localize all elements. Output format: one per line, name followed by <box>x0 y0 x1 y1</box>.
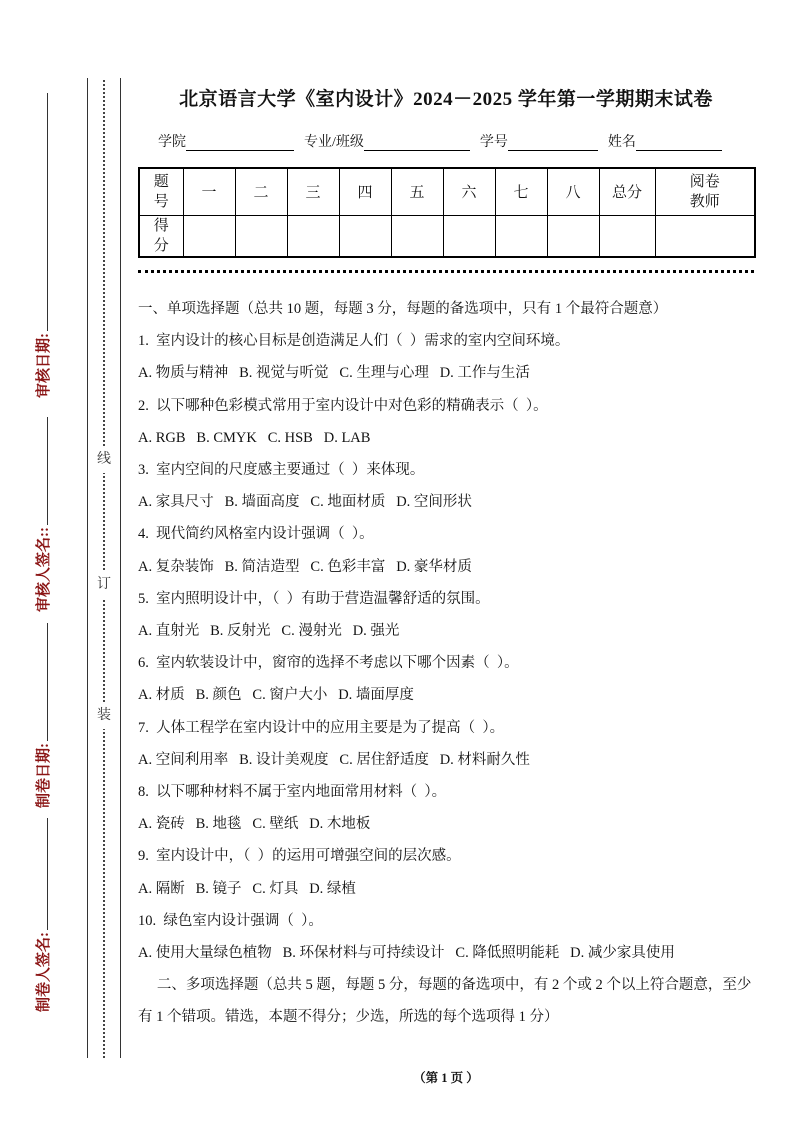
score-table-header-row <box>139 168 755 215</box>
score-cell <box>391 215 443 257</box>
college-fill-line <box>186 136 294 151</box>
question-9-options: A. 隔断 B. 镜子 C. 灯具 D. 绿植 <box>138 880 356 897</box>
question-10-options: A. 使用大量绿色植物 B. 环保材料与可持续设计 C. 降低照明能耗 D. 减少家具使用 <box>138 945 675 962</box>
score-table-score-row <box>139 215 755 257</box>
score-cell <box>287 215 339 257</box>
score-cell <box>547 215 599 257</box>
question-7-options: A. 空间利用率 B. 设计美观度 C. 居住舒适度 D. 材料耐久性 <box>138 751 530 768</box>
grader-header: 阅卷教师 <box>689 173 720 210</box>
reviewer-signature-field <box>34 417 54 612</box>
grader-header-cell <box>655 168 755 215</box>
score-cell <box>339 215 391 257</box>
page-title: 北京语言大学《室内设计》2024－2025 学年第一学期期末试卷 <box>179 89 713 110</box>
dotted-separator <box>138 270 754 273</box>
question-9-stem: 9. 室内设计中，（ ）的运用可增强空间的层次感。 <box>138 848 461 865</box>
question-number-header: 题号 <box>153 173 169 210</box>
question-6-stem: 6. 室内软装设计中，窗帘的选择不考虑以下哪个因素（ ）。 <box>138 655 519 672</box>
question-1-stem: 1. 室内设计的核心目标是创造满足人们（ ）需求的室内空间环境。 <box>138 333 570 350</box>
exam-content <box>138 78 754 1034</box>
student-info-row <box>138 131 754 151</box>
question-2-options: A. RGB B. CMYK C. HSB D. LAB <box>138 429 371 446</box>
score-cell <box>599 215 655 257</box>
col-total: 总分 <box>599 168 655 215</box>
section-1-heading: 一、单项选择题（总共 10 题，每题 3 分，每题的备选项中，只有 1 个最符合题意） <box>138 301 668 317</box>
score-header: 得分 <box>153 217 169 254</box>
review-date-label: 审核日期: <box>36 333 52 398</box>
col-3: 三 <box>287 168 339 215</box>
score-cell <box>495 215 547 257</box>
question-7-stem: 7. 人体工程学在室内设计中的应用主要是为了提高（ ）。 <box>138 719 505 736</box>
reviewer-signature-label: 审核人签名:: <box>36 527 52 612</box>
question-4-options: A. 复杂装饰 B. 简洁造型 C. 色彩丰富 D. 豪华材质 <box>138 558 472 575</box>
fill-line <box>35 818 48 930</box>
binding-dotted-line <box>103 80 105 1058</box>
question-2-stem: 2. 以下哪种色彩模式常用于室内设计中对色彩的精确表示（ ）。 <box>138 397 548 414</box>
student-id-label: 学号 <box>479 135 508 150</box>
name-fill-line <box>636 136 722 151</box>
page-number: （第 1 页 ） <box>413 1071 479 1085</box>
major-class-label: 专业/班级 <box>304 135 364 150</box>
col-4: 四 <box>339 168 391 215</box>
fill-line <box>35 623 48 741</box>
question-3-stem: 3. 室内空间的尺度感主要通过（ ）来体现。 <box>138 462 425 479</box>
question-6-options: A. 材质 B. 颜色 C. 窗户大小 D. 墙面厚度 <box>138 687 414 704</box>
binding-char-staple: 订 <box>95 572 113 598</box>
score-table <box>138 167 756 258</box>
question-4-stem: 4. 现代简约风格室内设计强调（ ）。 <box>138 526 374 543</box>
major-class-fill-line <box>364 136 470 151</box>
student-id-fill-line <box>508 136 598 151</box>
question-5-stem: 5. 室内照明设计中，（ ）有助于营造温馨舒适的氛围。 <box>138 590 490 607</box>
paper-made-date-label: 制卷日期: <box>36 743 52 808</box>
question-body <box>138 293 754 1034</box>
score-header-cell <box>139 215 183 257</box>
col-2: 二 <box>235 168 287 215</box>
fill-line <box>35 417 48 525</box>
binding-rule-right <box>120 78 121 1058</box>
name-label: 姓名 <box>607 135 636 150</box>
col-8: 八 <box>547 168 599 215</box>
col-6: 六 <box>443 168 495 215</box>
question-1-options: A. 物质与精神 B. 视觉与听觉 C. 生理与心理 D. 工作与生活 <box>138 365 530 382</box>
paper-maker-signature-label: 制卷人签名: <box>36 932 52 1012</box>
binding-char-line: 线 <box>95 447 113 473</box>
binding-char-bind: 装 <box>95 703 113 729</box>
college-label: 学院 <box>158 135 186 150</box>
score-cell <box>235 215 287 257</box>
score-cell <box>655 215 755 257</box>
question-8-stem: 8. 以下哪种材料不属于室内地面常用材料（ ）。 <box>138 784 447 801</box>
paper-made-date-field <box>34 623 54 808</box>
col-5: 五 <box>391 168 443 215</box>
question-10-stem: 10. 绿色室内设计强调（ ）。 <box>138 912 323 929</box>
paper-maker-signature-field <box>34 818 54 1012</box>
fill-line <box>35 93 48 331</box>
question-number-header-cell <box>139 168 183 215</box>
col-7: 七 <box>495 168 547 215</box>
question-8-options: A. 瓷砖 B. 地毯 C. 壁纸 D. 木地板 <box>138 816 371 833</box>
review-date-field <box>34 93 54 398</box>
score-cell <box>443 215 495 257</box>
question-3-options: A. 家具尺寸 B. 墙面高度 C. 地面材质 D. 空间形状 <box>138 494 472 511</box>
score-cell <box>183 215 235 257</box>
question-5-options: A. 直射光 B. 反射光 C. 漫射光 D. 强光 <box>138 623 400 640</box>
binding-rule-left <box>87 78 88 1058</box>
col-1: 一 <box>183 168 235 215</box>
section-2-heading: 二、多项选择题（总共 5 题，每题 5 分，每题的备选项中，有 2 个或 2 个以上符合题意，至少有 1 个错项。错选，本题不得分；少选，所选的每个选项得 1 分） <box>138 977 752 1026</box>
